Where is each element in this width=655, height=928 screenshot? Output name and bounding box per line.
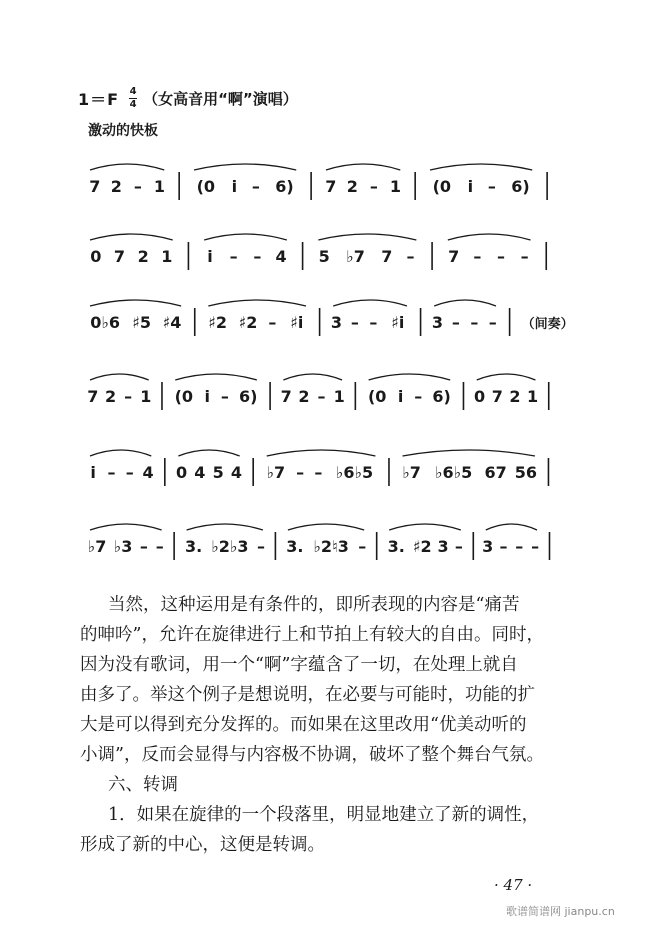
score-note: 1 xyxy=(140,387,152,406)
score-note: 2 xyxy=(104,387,117,406)
score-note: – xyxy=(133,177,142,196)
score-note: ♯i xyxy=(290,313,304,332)
score-note: ♯4 xyxy=(162,313,182,332)
score-note: – xyxy=(406,247,415,266)
score-note: – xyxy=(531,537,540,556)
slur-arc xyxy=(486,524,537,530)
score-note: ♭7 xyxy=(87,537,107,556)
slur-arc xyxy=(187,524,263,530)
score-note: – xyxy=(125,463,134,482)
slur-arc xyxy=(194,164,296,170)
score-note: 5 xyxy=(212,463,224,482)
slur-arc xyxy=(448,234,531,240)
score-note: 7 xyxy=(448,247,460,266)
score-note: ♭6♭5 xyxy=(434,463,473,482)
slur-arc xyxy=(90,234,173,240)
slur-arc xyxy=(288,524,364,530)
score-note: – xyxy=(229,247,238,266)
score-note: i xyxy=(467,177,474,196)
paragraph-2 xyxy=(80,800,588,860)
score-note: 7 xyxy=(89,177,101,196)
section-heading: 六、转调 xyxy=(108,775,178,795)
paragraph-1 xyxy=(80,590,588,770)
score-note: – xyxy=(155,537,164,556)
score-note: (0 xyxy=(196,177,216,196)
score-note: – xyxy=(473,247,482,266)
score-note: – xyxy=(350,313,359,332)
slur-arc xyxy=(389,524,461,530)
score-note: – xyxy=(124,387,133,406)
score-note: – xyxy=(296,463,305,482)
score-row xyxy=(88,524,550,560)
score-note: 3 xyxy=(431,313,443,332)
interlude-label: （间奏） xyxy=(521,317,574,332)
score-note: i xyxy=(397,387,404,406)
score-row xyxy=(89,164,547,200)
score-note: – xyxy=(414,387,423,406)
score-note: 0 xyxy=(474,387,486,406)
score-note: – xyxy=(369,313,378,332)
score-note: 3 xyxy=(482,537,494,556)
score-note: 1 xyxy=(333,387,345,406)
score-note: 1 xyxy=(153,177,166,196)
score-note: – xyxy=(520,247,529,266)
slur-arc xyxy=(178,450,239,456)
key-signature-line xyxy=(78,86,298,110)
score-note: 7 xyxy=(113,247,126,266)
slur-arc xyxy=(90,450,151,456)
score-row xyxy=(90,450,548,486)
key-signature: 1＝F xyxy=(78,89,120,109)
performance-note: （女高音用“啊”演唱） xyxy=(143,89,298,108)
score-note: 7 xyxy=(381,247,393,266)
score-note: – xyxy=(515,537,524,556)
score-note: 4 xyxy=(230,463,243,482)
score-row xyxy=(90,300,574,336)
score-note: – xyxy=(220,387,229,406)
score-note: – xyxy=(499,537,508,556)
score-note: 6) xyxy=(239,387,258,406)
score-note: ♭2♭3 xyxy=(211,537,249,556)
numbered-notation-score xyxy=(0,140,655,580)
score-note: 4 xyxy=(142,463,154,482)
score-note: ♭2♮3 xyxy=(313,537,349,556)
score-note: 2 xyxy=(346,177,358,196)
score-note: – xyxy=(257,537,265,556)
score-row xyxy=(87,374,548,410)
score-note: 2 xyxy=(298,387,310,406)
slur-arc xyxy=(204,234,287,240)
score-note: ♭7 xyxy=(266,463,286,482)
score-note: – xyxy=(268,313,277,332)
score-note: (0 xyxy=(432,177,452,196)
score-note: 6) xyxy=(432,387,451,406)
score-note: 56 xyxy=(514,463,537,482)
score-note: – xyxy=(139,537,148,556)
slur-arc xyxy=(333,300,407,306)
score-note: – xyxy=(358,537,367,556)
score-note: – xyxy=(317,387,326,406)
score-note: – xyxy=(369,177,378,196)
score-note: (0 xyxy=(367,387,387,406)
score-note: ♯2 xyxy=(238,313,258,332)
tempo-marking: 激动的快板 xyxy=(88,123,158,139)
slur-arc xyxy=(430,164,532,170)
score-note: 3. xyxy=(387,537,405,556)
score-note: 67 xyxy=(484,463,507,482)
slur-arc xyxy=(90,300,181,306)
para2-line-2: 形成了新的中心，这便是转调。 xyxy=(80,835,325,855)
slur-arc xyxy=(90,524,162,530)
score-note: 7 xyxy=(87,387,99,406)
score-note: 2 xyxy=(110,177,122,196)
score-note: 3. xyxy=(286,537,304,556)
score-note: 2 xyxy=(509,387,521,406)
slur-arc xyxy=(318,234,416,240)
slur-arc xyxy=(208,300,306,306)
score-note: i xyxy=(231,177,238,196)
score-note: 3 xyxy=(330,313,342,332)
para1-line-5: 大是可以得到充分发挥的。而如果在这里改用“优美动听的 xyxy=(80,715,527,735)
score-note: – xyxy=(251,177,260,196)
score-note: 3 xyxy=(437,537,449,556)
score-note: i xyxy=(207,247,213,266)
score-note: 6) xyxy=(275,177,294,196)
para1-line-1: 当然，这种运用是有条件的，即所表现的内容是“痛苦 xyxy=(108,595,520,615)
slur-arc xyxy=(326,164,400,170)
score-note: ♯i xyxy=(391,313,405,332)
score-note: 3. xyxy=(185,537,203,556)
score-note: 7 xyxy=(491,387,503,406)
slur-arc xyxy=(90,374,149,380)
slur-arc xyxy=(369,374,451,380)
slur-arc xyxy=(175,374,257,380)
score-note: 1 xyxy=(527,387,539,406)
watermark: 歌谱简谱网 jianpu.cn xyxy=(506,905,615,918)
score-note: 2 xyxy=(137,247,149,266)
score-note: – xyxy=(497,247,506,266)
score-note: (0 xyxy=(174,387,194,406)
para2-line-1: 1．如果在旋律的一个段落里，明显地建立了新的调性， xyxy=(108,805,540,825)
score-note: i xyxy=(90,463,96,482)
score-note: ♭3 xyxy=(113,537,133,556)
score-note: 0 xyxy=(90,247,102,266)
slur-arc xyxy=(434,300,496,306)
slur-arc xyxy=(267,450,376,456)
time-denominator: 4 xyxy=(129,98,137,110)
para1-line-4: 由多了。举这个例子是想说明，在必要与可能时，功能的扩 xyxy=(80,685,535,705)
score-note: 4 xyxy=(194,463,206,482)
score-note: i xyxy=(204,387,210,406)
score-note: ♯5 xyxy=(132,313,151,332)
score-note: – xyxy=(107,463,116,482)
score-note: 4 xyxy=(275,247,287,266)
slur-arc xyxy=(90,164,164,170)
score-note: 5 xyxy=(318,247,330,266)
score-note: 0 xyxy=(175,463,188,482)
score-row xyxy=(90,234,546,270)
slur-arc xyxy=(283,374,342,380)
score-note: 0♭6 xyxy=(90,313,121,332)
score-note: 1 xyxy=(389,177,402,196)
score-note: – xyxy=(451,313,460,332)
time-numerator: 4 xyxy=(129,85,137,97)
score-note: 1 xyxy=(161,247,173,266)
score-note: – xyxy=(470,313,479,332)
score-note: ♯2 xyxy=(412,537,432,556)
score-note: – xyxy=(487,177,496,196)
score-note: ♭6♭5 xyxy=(335,463,374,482)
score-note: – xyxy=(314,463,323,482)
para1-line-2: 的呻吟”，允许在旋律进行上和节拍上有较大的自由。同时， xyxy=(80,625,544,645)
score-note: – xyxy=(488,313,497,332)
body-text xyxy=(80,590,588,860)
slur-arc xyxy=(403,450,535,456)
score-note: – xyxy=(454,537,463,556)
slur-arc xyxy=(477,374,536,380)
score-note: 7 xyxy=(325,177,337,196)
time-signature xyxy=(129,87,137,110)
para1-line-6: 小调”，反而会显得与内容极不协调，破坏了整个舞台气氛。 xyxy=(80,745,544,765)
score-note: – xyxy=(253,247,262,266)
score-note: 6) xyxy=(511,177,530,196)
score-note: ♯2 xyxy=(208,313,227,332)
score-note: ♭7 xyxy=(402,463,421,482)
para1-line-3: 因为没有歌词，用一个“啊”字蕴含了一切，在处理上就自 xyxy=(80,655,518,675)
score-note: 7 xyxy=(280,387,292,406)
score-note: ♭7 xyxy=(346,247,365,266)
page-number: · 47 · xyxy=(494,876,533,894)
